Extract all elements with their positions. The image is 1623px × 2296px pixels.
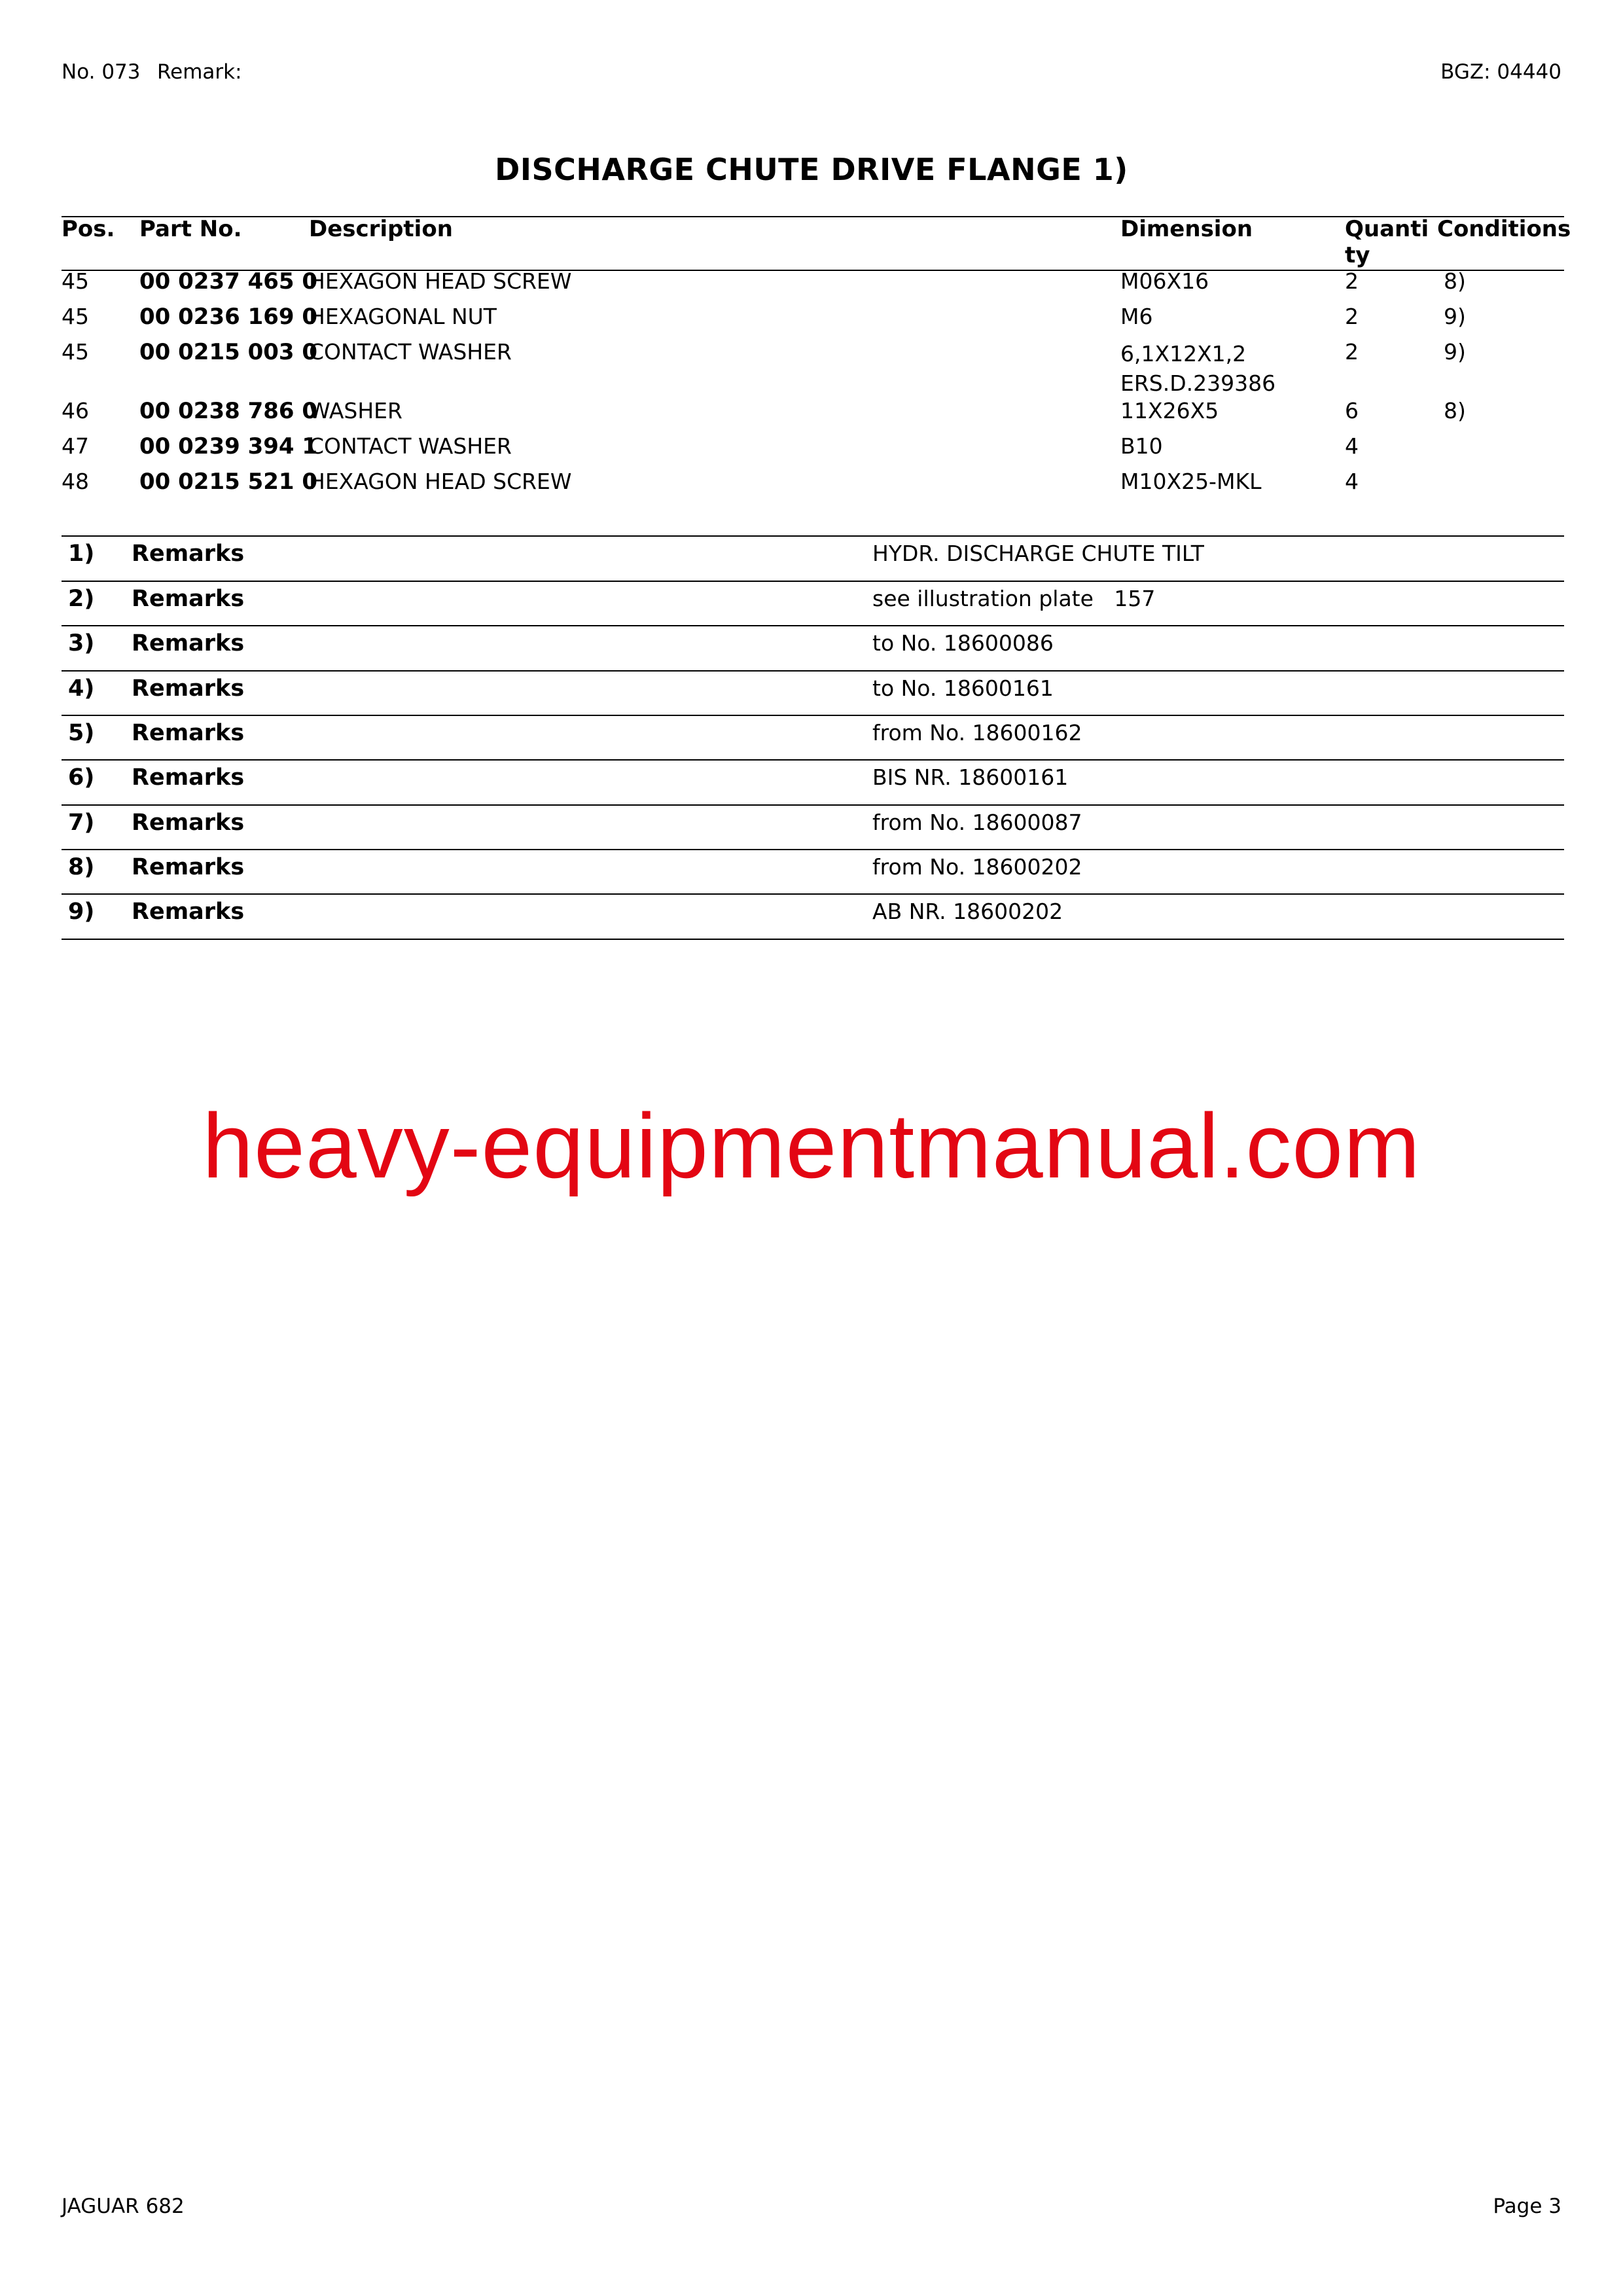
row-conditions: 9)	[1444, 339, 1466, 365]
row-conditions: 8)	[1444, 398, 1466, 423]
column-header-conditions: Conditions	[1437, 216, 1571, 242]
remark-label: Remarks	[132, 854, 245, 880]
row-dimension: M06X16	[1120, 268, 1209, 294]
row-pos: 46	[62, 398, 89, 423]
row-conditions: 8)	[1444, 268, 1466, 294]
row-dimension: B10	[1120, 433, 1163, 459]
remark-value: see illustration plate 157	[872, 586, 1156, 611]
header-bgz: BGZ: 04440	[1440, 60, 1561, 84]
remarks-rule	[62, 804, 1564, 806]
remark-value: HYDR. DISCHARGE CHUTE TILT	[872, 541, 1204, 566]
row-dimension: 11X26X5	[1120, 398, 1219, 423]
row-pos: 48	[62, 469, 89, 494]
row-part-no: 00 0215 521 0	[139, 469, 318, 495]
row-quantity: 2	[1345, 268, 1359, 294]
remark-number: 1)	[68, 541, 95, 567]
remark-value: BIS NR. 18600161	[872, 764, 1069, 790]
row-part-no: 00 0237 465 0	[139, 268, 318, 295]
row-dimension-line1: 6,1X12X1,2	[1120, 341, 1247, 367]
header-remark-label: Remark:	[157, 60, 242, 84]
remark-number: 2)	[68, 586, 95, 612]
remark-label: Remarks	[132, 541, 245, 567]
remark-value: AB NR. 18600202	[872, 899, 1063, 924]
remark-label: Remarks	[132, 720, 245, 746]
row-quantity: 6	[1345, 398, 1359, 423]
row-pos: 45	[62, 339, 89, 365]
remark-number: 3)	[68, 630, 95, 656]
column-header-dimension: Dimension	[1120, 216, 1253, 242]
row-dimension	[1120, 339, 1275, 398]
header-number: No. 073	[62, 60, 141, 84]
remark-label: Remarks	[132, 810, 245, 836]
row-part-no: 00 0238 786 0	[139, 398, 318, 424]
row-description: HEXAGONAL NUT	[309, 304, 497, 329]
row-quantity: 2	[1345, 339, 1359, 365]
remarks-rule	[62, 715, 1564, 716]
remark-number: 7)	[68, 810, 95, 836]
remark-value: from No. 18600087	[872, 810, 1082, 835]
row-quantity: 4	[1345, 469, 1359, 494]
row-quantity: 2	[1345, 304, 1359, 329]
remarks-rule	[62, 849, 1564, 850]
remark-number: 9)	[68, 899, 95, 925]
row-description: HEXAGON HEAD SCREW	[309, 268, 572, 294]
remark-value: from No. 18600202	[872, 854, 1082, 880]
remark-label: Remarks	[132, 675, 245, 702]
row-description: HEXAGON HEAD SCREW	[309, 469, 572, 494]
remark-number: 4)	[68, 675, 95, 702]
row-description: WASHER	[309, 398, 402, 423]
row-pos: 45	[62, 268, 89, 294]
row-part-no: 00 0215 003 0	[139, 339, 318, 365]
remark-value: from No. 18600162	[872, 720, 1082, 745]
row-dimension-line2: ERS.D.239386	[1120, 370, 1276, 396]
remarks-rule	[62, 939, 1564, 940]
remark-number: 6)	[68, 764, 95, 791]
remarks-rule	[62, 625, 1564, 626]
column-header-description: Description	[309, 216, 453, 242]
column-header-quantity-line1: Quanti	[1345, 216, 1429, 242]
remarks-rule	[62, 670, 1564, 672]
row-dimension: M6	[1120, 304, 1153, 329]
remark-label: Remarks	[132, 630, 245, 656]
column-header-pos: Pos.	[62, 216, 115, 242]
remark-label: Remarks	[132, 899, 245, 925]
row-conditions: 9)	[1444, 304, 1466, 329]
remark-label: Remarks	[132, 764, 245, 791]
row-quantity: 4	[1345, 433, 1359, 459]
remark-number: 8)	[68, 854, 95, 880]
remarks-rule	[62, 535, 1564, 537]
remark-value: to No. 18600086	[872, 630, 1054, 656]
watermark-text[interactable]: heavy-equipmentmanual.com	[202, 1094, 1421, 1197]
remark-value: to No. 18600161	[872, 675, 1054, 701]
column-header-quantity	[1345, 216, 1429, 268]
row-description: CONTACT WASHER	[309, 339, 512, 365]
remark-label: Remarks	[132, 586, 245, 612]
remarks-rule	[62, 581, 1564, 582]
remarks-rule	[62, 759, 1564, 761]
remark-number: 5)	[68, 720, 95, 746]
remarks-rule	[62, 893, 1564, 895]
footer-page-number: Page 3	[1493, 2195, 1561, 2218]
page-title: DISCHARGE CHUTE DRIVE FLANGE 1)	[495, 152, 1128, 187]
column-header-quantity-line2: ty	[1345, 242, 1370, 268]
row-part-no: 00 0236 169 0	[139, 304, 318, 330]
row-dimension: M10X25-MKL	[1120, 469, 1262, 494]
row-description: CONTACT WASHER	[309, 433, 512, 459]
table-top-rule	[62, 216, 1564, 217]
column-header-part-no: Part No.	[139, 216, 242, 242]
footer-model: JAGUAR 682	[62, 2195, 185, 2218]
row-pos: 47	[62, 433, 89, 459]
row-part-no: 00 0239 394 1	[139, 433, 318, 459]
row-pos: 45	[62, 304, 89, 329]
